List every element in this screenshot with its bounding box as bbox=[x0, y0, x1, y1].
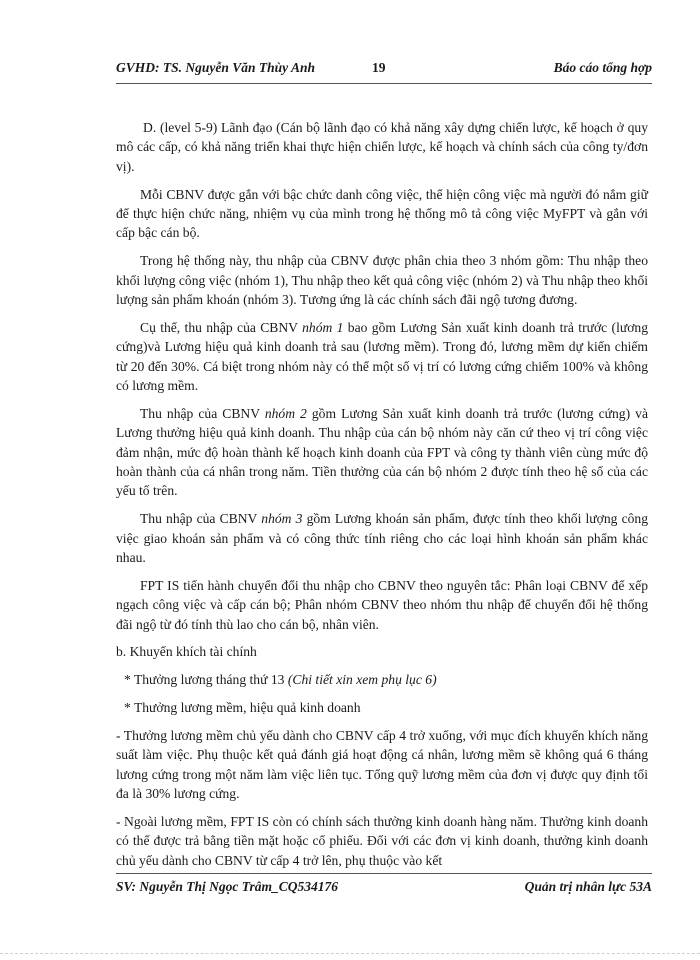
paragraph-business-bonus: - Ngoài lương mềm, FPT IS còn có chính sách thưởng kinh doanh hàng năm. Thưởng kinh doanh có thể được trả bằng tiền mặt hoặc cổ phiếu. Đối với các đơn vị kinh doanh, thưởng kinh doanh chủ yếu dành cho CBNV từ cấp 4 trở lên, phụ thuộc vào kết bbox=[116, 813, 648, 868]
paragraph-soft-salary: - Thưởng lương mềm chủ yếu dành cho CBNV cấp 4 trở xuống, với mục đích khuyến khích năng suất làm việc. Phụ thuộc kết quả đánh giá hoạt động cá nhân, lương mềm sẽ không quá 6 tháng lương cứng trong một năm làm việc liên tục. Tổng quỹ lương mềm của đơn vị được quy định tối đa là 30% lương cứng. bbox=[116, 727, 648, 802]
page-number: 19 bbox=[372, 60, 386, 75]
paragraph-group-2: Thu nhập của CBNV nhóm 2 gồm Lương Sản xuất kinh doanh trả trước (lương cứng) và Lương thưởng hiệu quả kinh doanh. Thu nhập của cán bộ nhóm này căn cứ theo vị trí công việc đảm nhận, mức độ hoàn thành kế hoạch kinh doanh của FPT và công ty thành viên cùng mức độ hoàn thành của cá nhân trong năm. Tiền thưởng của cán bộ nhóm 2 được tính theo hệ số của các yếu tố trên. bbox=[116, 405, 648, 499]
paragraph-income-groups: Trong hệ thống này, thu nhập của CBNV được phân chia theo 3 nhóm gồm: Thu nhập theo khối lượng công việc (nhóm 1), Thu nhập theo kết quả công việc (nhóm 2) và Thu nhập theo khối lượng sản phẩm khoán (nhóm 3). Tương ứng là các chính sách đãi ngộ tương đương. bbox=[116, 253, 649, 308]
paragraph-conversion: FPT IS tiến hành chuyển đổi thu nhập cho CBNV theo nguyên tắc: Phân loại CBNV để xếp ngạch công việc và cấp cán bộ; Phân nhóm CBNV theo nhóm thu nhập để chuyển đổi hệ thống đãi ngộ từ đó tính thù lao cho cán bộ, nhân viên. bbox=[116, 577, 648, 632]
bullet-13th-month: * Thưởng lương tháng thứ 13 (Chi tiết xin xem phụ lục 6) bbox=[124, 672, 437, 688]
header-report-title: Báo cáo tổng hợp bbox=[553, 60, 652, 75]
paragraph-group-1: Cụ thể, thu nhập của CBNV nhóm 1 bao gồm Lương Sản xuất kinh doanh trả trước (lương cứng)và Lương hiệu quả kinh doanh trả sau (lương mềm). Trong đó, lương mềm dự kiến chiếm từ 20 đến 30%. Cá biệt trong nhóm này có thể một số vị trí có lương cứng chiếm 100% và không có lương mềm. bbox=[116, 319, 648, 394]
document-body bbox=[116, 118, 648, 879]
bullet-soft-salary: * Thưởng lương mềm, hiệu quả kinh doanh bbox=[124, 700, 361, 716]
paragraph-job-title: Mỗi CBNV được gắn với bậc chức danh công việc, thể hiện công việc mà người đó nắm giữ để thực hiện chức năng, nhiệm vụ của mình trong hệ thống mô tả công việc MyFPT và gắn với cấp bậc cán bộ. bbox=[116, 186, 648, 241]
header-supervisor: GVHD: TS. Nguyễn Văn Thùy Anh bbox=[116, 60, 316, 75]
paragraph-level-leadership: D. (level 5-9) Lãnh đạo (Cán bộ lãnh đạo có khả năng xây dựng chiến lược, kế hoạch ở quy mô các cấp, có khả năng triển khai thực hiện chiến lược, kế hoạch và chính sách của công ty/đơn vị). bbox=[116, 120, 648, 174]
header-rule bbox=[116, 83, 652, 84]
footer-rule bbox=[116, 873, 652, 874]
footer-class: Quản trị nhân lực 53A bbox=[524, 879, 652, 894]
section-heading-financial-incentive: b. Khuyến khích tài chính bbox=[116, 644, 257, 660]
page-edge bbox=[0, 953, 700, 954]
paragraph-group-3: Thu nhập của CBNV nhóm 3 gồm Lương khoán sản phẩm, được tính theo khối lượng công việc giao khoán sản phẩm và có công thức tính riêng cho các loại hình khoán sản phẩm khác nhau. bbox=[116, 511, 649, 566]
footer-student: SV: Nguyễn Thị Ngọc Trâm_CQ534176 bbox=[116, 879, 339, 894]
